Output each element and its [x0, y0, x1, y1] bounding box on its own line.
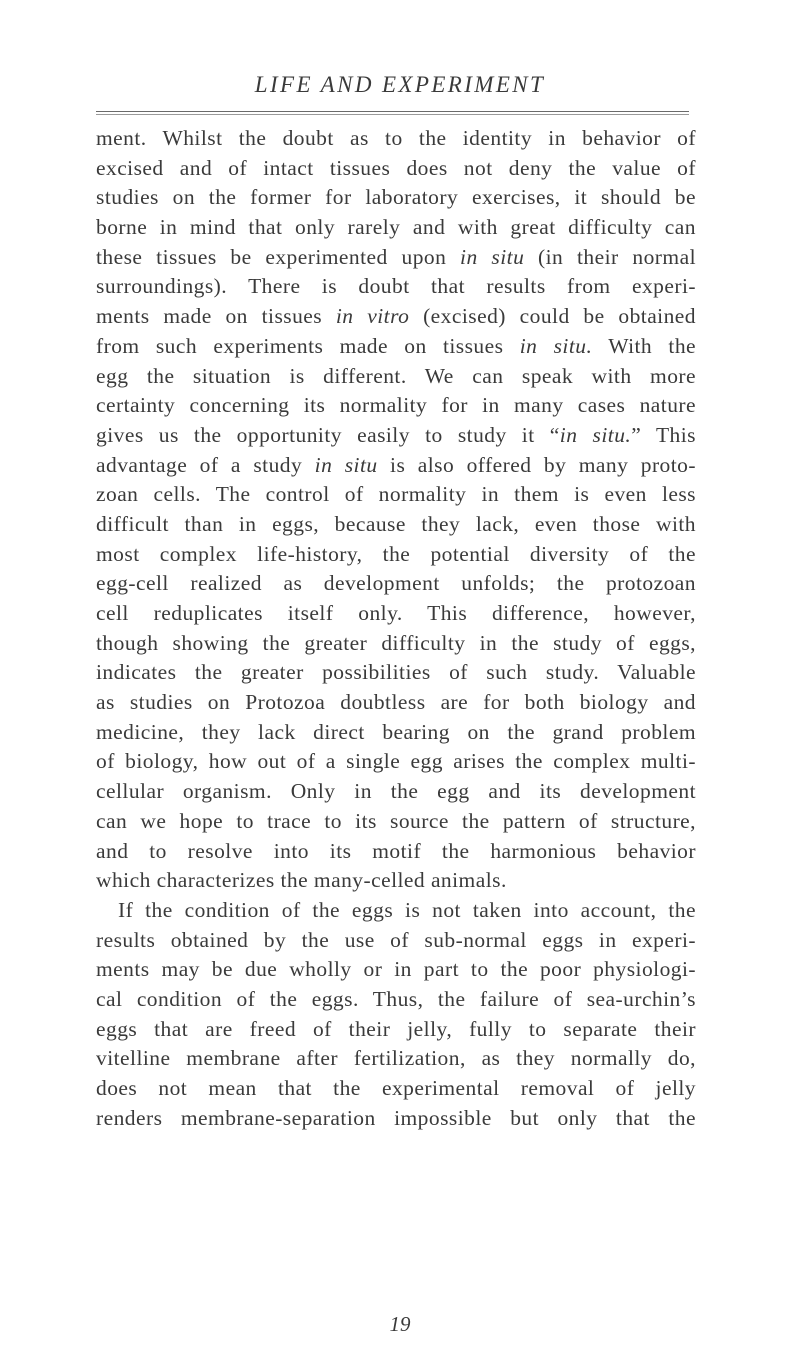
- text-run: indicates the greater possibilities of such study. Valuable: [96, 660, 696, 685]
- text-run: renders membrane-separation impossible but only that the: [96, 1105, 696, 1130]
- text-run: With the: [592, 333, 696, 358]
- text-line: [96, 1104, 696, 1134]
- text-line: [96, 777, 696, 807]
- text-line: [96, 569, 696, 599]
- text-run: borne in mind that only rarely and with great difficulty can: [96, 215, 696, 240]
- text-run: zoan cells. The control of normality in them is even less: [96, 482, 696, 507]
- text-line: [96, 629, 696, 659]
- text-run: ments made on tissues: [96, 304, 336, 329]
- text-run: eggs that are freed of their jelly, fully to separate their: [96, 1016, 696, 1041]
- text-run: difficult than in eggs, because they lack, even those with: [96, 511, 696, 536]
- text-run: If the condition of the eggs is not taken into account, the: [118, 897, 696, 922]
- text-run: ment. Whilst the doubt as to the identity in behavior of: [96, 126, 696, 150]
- text-run: does not mean that the experimental removal of jelly: [96, 1076, 696, 1100]
- text-run: from such experiments made on tissues: [96, 333, 520, 358]
- text-line: [96, 391, 696, 421]
- text-line: [96, 213, 696, 243]
- text-run: most complex life-history, the potential diversity of the: [96, 541, 696, 566]
- text-line: [96, 124, 696, 154]
- text-run: is also offered by many proto-: [377, 452, 696, 477]
- text-line: [96, 896, 696, 926]
- text-line: [96, 1015, 696, 1045]
- body-text: [96, 124, 696, 1133]
- text-run: though showing the greater difficulty in the study of eggs,: [96, 630, 696, 655]
- header-rule: [96, 111, 689, 112]
- text-line: [96, 926, 696, 956]
- text-line: [96, 1044, 696, 1074]
- text-run: which characterizes the many-celled animals.: [96, 868, 507, 893]
- text-line: [96, 599, 696, 629]
- text-run: of biology, how out of a single egg arises the complex multi-: [96, 749, 696, 774]
- italic-phrase: in situ.: [559, 422, 632, 447]
- text-line: [96, 747, 696, 777]
- text-line: [96, 302, 696, 332]
- text-run: cell reduplicates itself only. This difference, however,: [96, 601, 696, 625]
- text-run: medicine, they lack direct bearing on the grand problem: [96, 719, 696, 744]
- text-run: results obtained by the use of sub-normal eggs in experi-: [96, 927, 696, 952]
- text-run: ments may be due wholly or in part to the poor physiologi-: [96, 957, 696, 982]
- running-head: LIFE AND EXPERIMENT: [254, 72, 546, 97]
- text-line: [96, 332, 696, 362]
- text-line: [96, 510, 696, 540]
- text-run: excised and of intact tissues does not deny the value of: [96, 155, 696, 180]
- text-line: [96, 807, 696, 837]
- text-line: [96, 183, 696, 213]
- text-run: (excised) could be obtained: [409, 304, 696, 329]
- text-run: vitelline membrane after fertilization, as they normally do,: [96, 1046, 696, 1071]
- text-line: [96, 688, 696, 718]
- text-line: [96, 985, 696, 1015]
- text-run: can we hope to trace to its source the pattern of structure,: [96, 808, 696, 833]
- text-line: [96, 540, 696, 570]
- text-run: studies on the former for laboratory exercises, it should be: [96, 185, 696, 210]
- italic-phrase: in situ.: [519, 333, 593, 358]
- header-rule-secondary: [96, 114, 689, 115]
- text-run: gives us the opportunity easily to study it “: [96, 422, 560, 447]
- italic-phrase: in vitro: [335, 304, 410, 329]
- text-run: ” This: [631, 422, 696, 447]
- text-line: [96, 658, 696, 688]
- text-run: advantage of a study: [96, 452, 315, 477]
- text-run: egg the situation is different. We can speak with more: [96, 363, 696, 388]
- text-line: [96, 272, 696, 302]
- text-run: (in their normal: [524, 244, 696, 269]
- text-line: [96, 243, 696, 273]
- text-run: these tissues be experimented upon: [96, 244, 461, 269]
- text-line: [96, 421, 696, 451]
- text-line: [96, 718, 696, 748]
- text-line: [96, 837, 696, 867]
- text-line: [96, 154, 696, 184]
- text-line: [96, 362, 696, 392]
- text-line: [96, 866, 696, 896]
- text-line: [96, 955, 696, 985]
- page-number: 19: [389, 1312, 411, 1336]
- text-line: [96, 1074, 696, 1104]
- text-run: as studies on Protozoa doubtless are for both biology and: [96, 690, 696, 715]
- text-run: certainty concerning its normality for in many cases nature: [96, 393, 696, 418]
- text-run: surroundings). There is doubt that results from experi-: [96, 274, 696, 299]
- text-line: [96, 480, 696, 510]
- italic-phrase: in situ: [460, 244, 525, 269]
- text-run: cellular organism. Only in the egg and its development: [96, 779, 696, 804]
- text-run: egg-cell realized as development unfolds; the protozoan: [96, 571, 696, 596]
- text-run: and to resolve into its motif the harmonious behavior: [96, 838, 696, 863]
- text-run: cal condition of the eggs. Thus, the failure of sea-urchin’s: [96, 986, 696, 1011]
- italic-phrase: in situ: [314, 452, 378, 477]
- text-line: [96, 451, 696, 481]
